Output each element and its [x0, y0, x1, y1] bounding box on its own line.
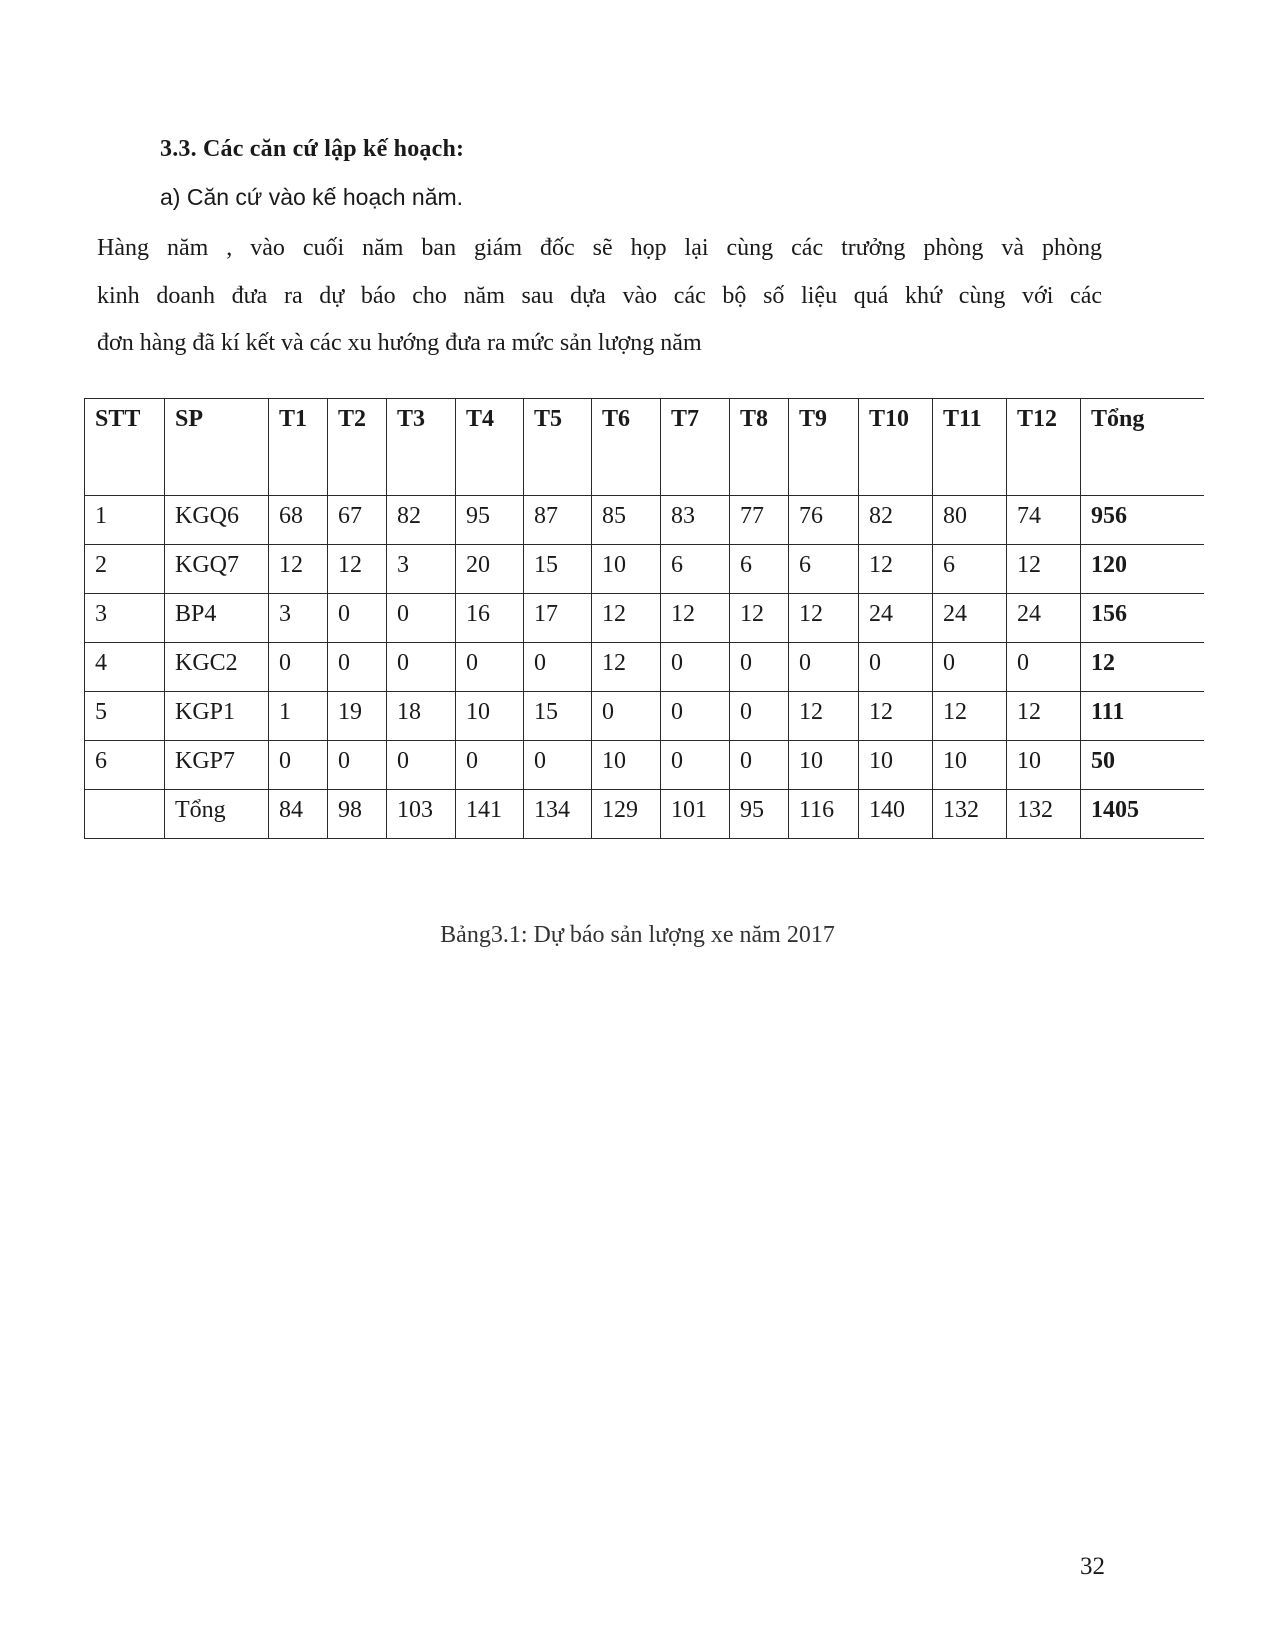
table-cell: 12 — [789, 692, 859, 741]
table-header-cell: T6 — [592, 399, 661, 496]
table-cell: KGP7 — [165, 741, 269, 790]
table-cell: 12 — [789, 594, 859, 643]
table-cell: 82 — [387, 496, 456, 545]
table-header-cell: T11 — [933, 399, 1007, 496]
table-header-cell: STT — [85, 399, 165, 496]
table-cell: 129 — [592, 790, 661, 839]
table-cell: 0 — [661, 741, 730, 790]
paragraph-line-2: kinh doanh đưa ra dự báo cho năm sau dựa vào các bộ số liệu quá khứ cùng với các — [97, 283, 1102, 309]
table-row — [85, 692, 1205, 741]
table-cell: 24 — [1007, 594, 1081, 643]
table-cell: Tổng — [165, 790, 269, 839]
table-header-cell: T12 — [1007, 399, 1081, 496]
paragraph-line-1: Hàng năm , vào cuối năm ban giám đốc sẽ họp lại cùng các trưởng phòng và phòng — [97, 235, 1102, 261]
table-cell: 0 — [661, 643, 730, 692]
table-cell: 0 — [387, 594, 456, 643]
table-cell: 3 — [85, 594, 165, 643]
table-cell: 0 — [730, 643, 789, 692]
table-cell: 24 — [933, 594, 1007, 643]
table-cell: 19 — [328, 692, 387, 741]
table-cell: 0 — [789, 643, 859, 692]
table-cell: 6 — [730, 545, 789, 594]
table-cell: 0 — [387, 741, 456, 790]
table-caption: Bảng3.1: Dự báo sản lượng xe năm 2017 — [440, 922, 835, 948]
section-heading: 3.3. Các căn cứ lập kế hoạch: — [160, 136, 465, 162]
table-cell: 80 — [933, 496, 1007, 545]
table-cell: 3 — [387, 545, 456, 594]
table-cell: 2 — [85, 545, 165, 594]
table-cell: 0 — [524, 741, 592, 790]
table-cell: BP4 — [165, 594, 269, 643]
table-cell: 140 — [859, 790, 933, 839]
forecast-table — [84, 398, 1204, 839]
forecast-table-container — [84, 398, 1204, 840]
table-cell: 12 — [661, 594, 730, 643]
table-header-cell: T2 — [328, 399, 387, 496]
table-header-cell: T3 — [387, 399, 456, 496]
table-cell: 76 — [789, 496, 859, 545]
table-cell: 1 — [85, 496, 165, 545]
table-cell: 12 — [730, 594, 789, 643]
table-cell: 0 — [661, 692, 730, 741]
page-number: 32 — [1080, 1553, 1105, 1580]
table-header-row — [85, 399, 1205, 496]
table-cell: 12 — [859, 692, 933, 741]
table-cell: 12 — [1081, 643, 1205, 692]
table-cell: KGQ7 — [165, 545, 269, 594]
table-cell: 6 — [789, 545, 859, 594]
table-cell: 132 — [1007, 790, 1081, 839]
table-cell: 0 — [730, 741, 789, 790]
table-cell: 17 — [524, 594, 592, 643]
table-cell: 24 — [859, 594, 933, 643]
table-cell: 82 — [859, 496, 933, 545]
table-cell: 101 — [661, 790, 730, 839]
table-cell: 10 — [456, 692, 524, 741]
table-row — [85, 594, 1205, 643]
table-cell: 50 — [1081, 741, 1205, 790]
table-cell: 116 — [789, 790, 859, 839]
table-cell: 141 — [456, 790, 524, 839]
table-header-cell: T5 — [524, 399, 592, 496]
table-cell: 12 — [933, 692, 1007, 741]
table-header-cell: T9 — [789, 399, 859, 496]
table-cell: 120 — [1081, 545, 1205, 594]
table-cell: 132 — [933, 790, 1007, 839]
table-cell: 0 — [269, 643, 328, 692]
table-cell: 0 — [859, 643, 933, 692]
table-cell: 12 — [1007, 692, 1081, 741]
table-cell: 0 — [456, 741, 524, 790]
table-header-cell: T4 — [456, 399, 524, 496]
table-cell: 20 — [456, 545, 524, 594]
table-header-cell: T1 — [269, 399, 328, 496]
table-cell: 95 — [730, 790, 789, 839]
table-cell: 0 — [456, 643, 524, 692]
table-cell: 10 — [933, 741, 1007, 790]
table-cell: 68 — [269, 496, 328, 545]
table-cell: 0 — [524, 643, 592, 692]
table-cell: 12 — [1007, 545, 1081, 594]
table-cell: 10 — [859, 741, 933, 790]
table-cell: 0 — [387, 643, 456, 692]
table-cell: 1405 — [1081, 790, 1205, 839]
table-header-cell: T10 — [859, 399, 933, 496]
table-cell: 87 — [524, 496, 592, 545]
table-cell: 6 — [661, 545, 730, 594]
table-cell: 98 — [328, 790, 387, 839]
table-cell: 6 — [933, 545, 1007, 594]
table-cell: 12 — [328, 545, 387, 594]
table-cell: 0 — [592, 692, 661, 741]
table-cell: 12 — [859, 545, 933, 594]
table-cell: 0 — [933, 643, 1007, 692]
table-cell — [85, 790, 165, 839]
table-cell: 10 — [592, 741, 661, 790]
table-header-cell: T8 — [730, 399, 789, 496]
table-row — [85, 643, 1205, 692]
table-cell: 0 — [328, 594, 387, 643]
table-row — [85, 545, 1205, 594]
table-cell: 16 — [456, 594, 524, 643]
table-cell: 6 — [85, 741, 165, 790]
table-row — [85, 496, 1205, 545]
table-cell: 12 — [592, 643, 661, 692]
table-cell: 15 — [524, 545, 592, 594]
paragraph-line-3: đơn hàng đã kí kết và các xu hướng đưa ra mức sản lượng năm — [97, 330, 702, 356]
table-cell: 95 — [456, 496, 524, 545]
table-cell: 0 — [328, 741, 387, 790]
table-row — [85, 790, 1205, 839]
table-header-cell: T7 — [661, 399, 730, 496]
table-cell: 18 — [387, 692, 456, 741]
table-cell: KGQ6 — [165, 496, 269, 545]
table-cell: 74 — [1007, 496, 1081, 545]
table-cell: 5 — [85, 692, 165, 741]
table-cell: 4 — [85, 643, 165, 692]
table-cell: 67 — [328, 496, 387, 545]
table-cell: 15 — [524, 692, 592, 741]
table-header-cell: Tổng — [1081, 399, 1205, 496]
table-cell: 12 — [592, 594, 661, 643]
table-cell: 111 — [1081, 692, 1205, 741]
table-cell: 1 — [269, 692, 328, 741]
table-cell: 10 — [1007, 741, 1081, 790]
table-cell: 103 — [387, 790, 456, 839]
table-cell: 84 — [269, 790, 328, 839]
table-cell: 134 — [524, 790, 592, 839]
section-subheading: a) Căn cứ vào kế hoạch năm. — [160, 184, 464, 210]
table-cell: 77 — [730, 496, 789, 545]
table-header-cell: SP — [165, 399, 269, 496]
table-cell: 0 — [269, 741, 328, 790]
table-cell: 83 — [661, 496, 730, 545]
table-cell: KGC2 — [165, 643, 269, 692]
table-cell: 0 — [1007, 643, 1081, 692]
table-cell: 956 — [1081, 496, 1205, 545]
table-cell: 10 — [789, 741, 859, 790]
table-cell: 0 — [730, 692, 789, 741]
table-cell: 3 — [269, 594, 328, 643]
table-cell: 10 — [592, 545, 661, 594]
table-cell: 12 — [269, 545, 328, 594]
table-row — [85, 741, 1205, 790]
table-cell: 156 — [1081, 594, 1205, 643]
table-cell: 0 — [328, 643, 387, 692]
table-cell: KGP1 — [165, 692, 269, 741]
table-cell: 85 — [592, 496, 661, 545]
